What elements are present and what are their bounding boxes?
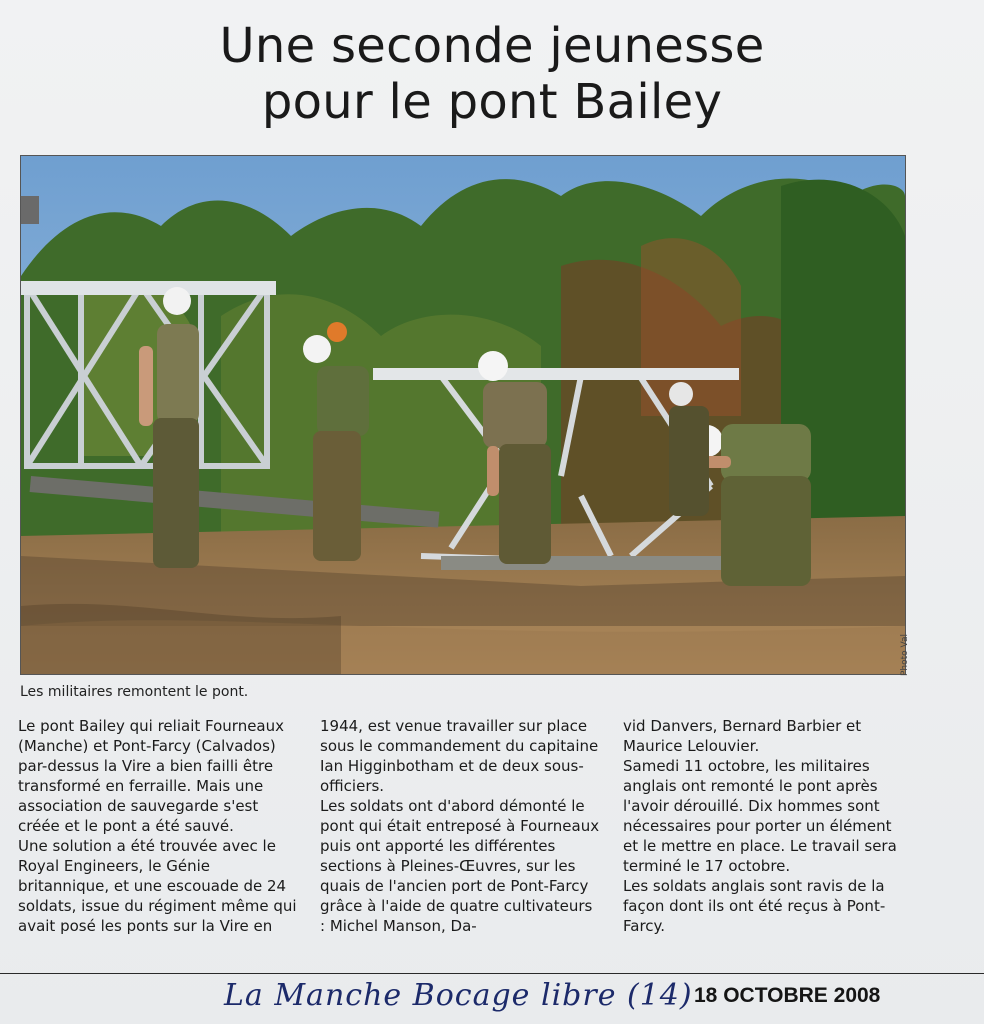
headline-line-1: Une seconde jeunesse: [219, 18, 765, 74]
publication-date: 18 OCTOBRE 2008: [694, 984, 881, 1007]
paragraph: Le pont Bailey qui reliait Fourneaux (Manche) et Pont-Farcy (Calvados) par-dessus la Vire a bien failli être transformé en ferraille. Mais une association de sauvegarde s'est créée et le pont a été sauvé.: [18, 717, 285, 835]
photo-credit: Photo Val: [900, 633, 910, 676]
handwritten-source-note: La Manche Bocage libre (14): [224, 978, 693, 1013]
article-column-2: [320, 716, 600, 936]
paragraph: Les soldats anglais sont ravis de la façon dont ils ont été reçus à Pont-Farcy.: [623, 877, 886, 935]
article-column-1: [18, 716, 298, 936]
paragraph: Une solution a été trouvée avec le Royal Engineers, le Génie britannique, et une escouade de 24 soldats, issue du régiment même qui avait posé les ponts sur la Vire en: [18, 837, 297, 935]
paragraph: Samedi 11 octobre, les militaires anglais ont remonté le pont après l'avoir dérouillé. Dix hommes sont nécessaires pour porter un élément et le mettre en place. Le travail sera terminé le 17 octobre.: [623, 757, 897, 875]
paragraph: Les soldats ont d'abord démonté le pont qui était entreposé à Fourneaux puis ont apporté les différentes sections à Pleines-Œuvres, sur les quais de l'ancien port de Pont-Farcy grâce à l'aide de quatre cultivateurs : Michel Manson, Da-: [320, 797, 600, 935]
article-photo: [20, 155, 906, 675]
article-headline: [0, 18, 984, 130]
paragraph: vid Danvers, Bernard Barbier et Maurice Lelouvier.: [623, 717, 862, 755]
headline-line-2: pour le pont Bailey: [261, 74, 723, 130]
article-column-3: [623, 716, 903, 936]
photo-caption: Les militaires remontent le pont.: [20, 684, 249, 700]
soldiers-building-bridge-photo: [21, 156, 905, 674]
paragraph: 1944, est venue travailler sur place sous le commandement du capitaine Ian Higginbotham et de deux sous-officiers.: [320, 717, 599, 795]
footer-divider: [0, 973, 984, 974]
